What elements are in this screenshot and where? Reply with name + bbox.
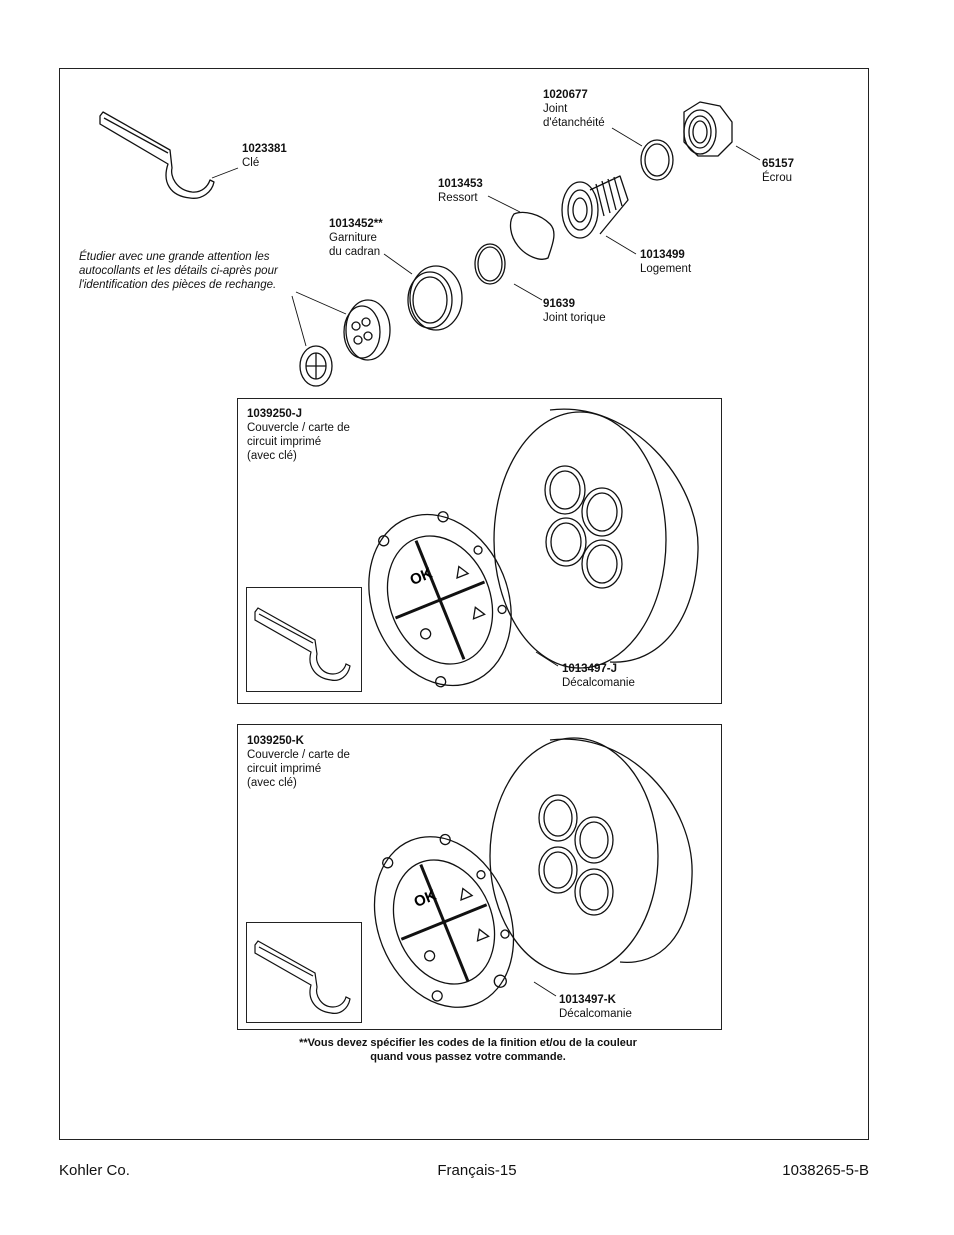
dial-trim-part-number: 1013452**	[329, 218, 383, 230]
footer-company: Kohler Co.	[59, 1162, 130, 1179]
kit-k-decal-label	[559, 993, 632, 1021]
key-part	[100, 112, 214, 198]
kit-k-part-number: 1039250-K	[247, 735, 304, 747]
kit-j-line2: circuit imprimé	[247, 436, 322, 448]
nut-part-number: 65157	[762, 158, 794, 170]
kit-j-cover-buttons	[545, 466, 622, 588]
kit-j-decal-name: Décalcomanie	[562, 677, 635, 689]
housing-part	[562, 176, 628, 238]
dial-trim-part-name-line1: Garniture	[329, 232, 377, 244]
o-ring-part-number: 91639	[543, 298, 575, 310]
dial-trim-part	[408, 266, 462, 330]
kit-j-line1: Couvercle / carte de	[247, 422, 350, 434]
kit-j-label	[247, 407, 350, 463]
kit-j-key-inset	[246, 587, 362, 692]
footnote-line1: **Vous devez spécifier les codes de la finition et/ou de la couleur	[299, 1037, 637, 1049]
seal-part-name-line2: d'étanchéité	[543, 117, 605, 129]
label-housing	[640, 248, 691, 276]
kit-j-decal	[344, 493, 536, 707]
label-dial-trim	[329, 217, 383, 259]
spring-part-name: Ressort	[438, 192, 478, 204]
housing-part-number: 1013499	[640, 249, 685, 261]
seal-part-name-line1: Joint	[543, 103, 568, 115]
label-seal	[543, 88, 605, 130]
note-line1: Étudier avec une grande attention les	[79, 251, 270, 263]
o-ring-part-name: Joint torique	[543, 312, 606, 324]
kit-k-decal-name: Décalcomanie	[559, 1008, 632, 1020]
spring-part-number: 1013453	[438, 178, 483, 190]
kit-k-cover-buttons	[539, 795, 613, 915]
kit-k-line1: Couvercle / carte de	[247, 749, 350, 761]
kit-k-line3: (avec clé)	[247, 777, 297, 789]
nut-part-name: Écrou	[762, 172, 793, 184]
decal-small-part	[300, 346, 332, 386]
cover-part	[344, 300, 390, 360]
kit-j-part-number: 1039250-J	[247, 408, 302, 420]
housing-part-name: Logement	[640, 263, 692, 275]
note-line3: l'identification des pièces de rechange.	[79, 279, 277, 291]
kit-j-key-drawing	[247, 588, 363, 693]
note-line2: autocollants et les détails ci-après pour	[79, 265, 278, 277]
label-spring	[438, 177, 483, 205]
kit-j-line3: (avec clé)	[247, 450, 297, 462]
ordering-footnote	[238, 1036, 698, 1064]
label-o-ring	[543, 297, 606, 325]
kit-k-line2: circuit imprimé	[247, 763, 322, 775]
kit-j-ok-text: OK	[407, 564, 435, 589]
kit-j-decal-part-number: 1013497-J	[562, 663, 617, 675]
kit-j-drawing	[370, 400, 710, 700]
footer-document-number: 1038265-5-B	[782, 1162, 869, 1179]
kit-k-ok-text: OK	[411, 886, 439, 911]
kit-k-decal	[350, 816, 538, 1029]
seal-ring-part	[641, 140, 673, 180]
kit-j-decal-label	[562, 662, 635, 690]
spring-part	[511, 212, 554, 259]
kit-k-drawing	[370, 726, 710, 1026]
kit-k-decal-part-number: 1013497-K	[559, 994, 616, 1006]
nut-part	[684, 102, 732, 156]
kit-k-key-drawing	[247, 923, 363, 1024]
label-nut	[762, 157, 794, 185]
identification-note	[79, 250, 278, 292]
dial-trim-part-name-line2: du cadran	[329, 246, 381, 258]
key-part-name: Clé	[242, 157, 260, 169]
footer-page-number: Français-15	[437, 1162, 517, 1179]
footnote-line2: quand vous passez votre commande.	[370, 1051, 566, 1063]
kit-k-key-inset	[246, 922, 362, 1023]
key-part-number: 1023381	[242, 143, 287, 155]
o-ring-part	[475, 244, 505, 284]
seal-part-number: 1020677	[543, 89, 588, 101]
label-key	[242, 142, 287, 170]
kit-k-label	[247, 734, 350, 790]
